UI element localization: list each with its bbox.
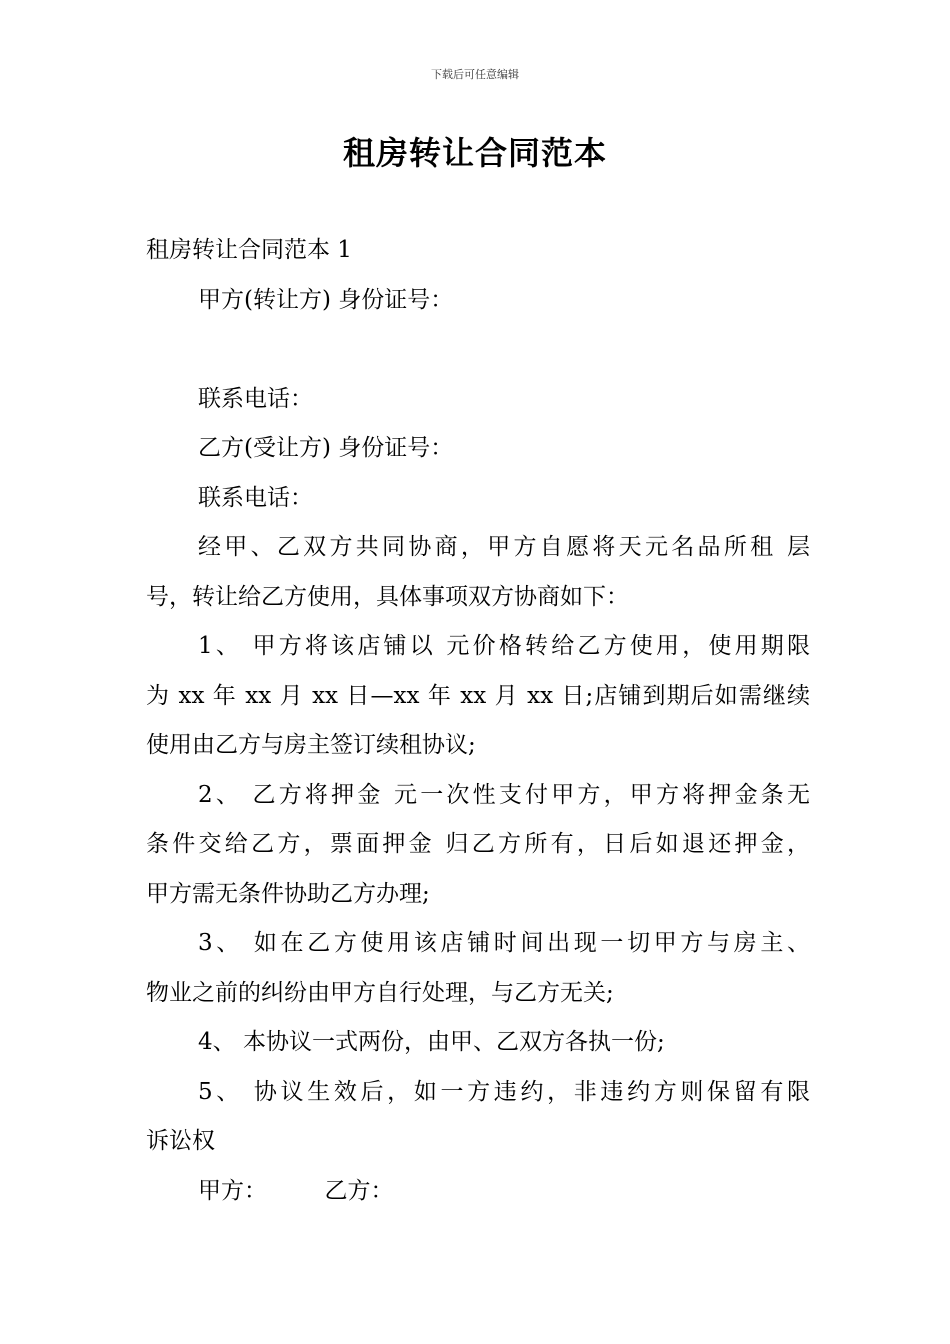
clause-5-line-2: 诉讼权 — [146, 1128, 215, 1154]
clause-1-line-1: 1、 甲方将该店铺以 元价格转给乙方使用，使用期限 — [198, 633, 810, 659]
clause-1-line-2: 为 xx 年 xx 月 xx 日—xx 年 xx 月 xx 日;店铺到期后如需继续 — [146, 682, 810, 709]
document-title: 租房转让合同范本 — [342, 134, 607, 172]
clause-1-line-3: 使用由乙方与房主签订续租协议; — [146, 732, 476, 758]
clause-2-line-1: 2、 乙方将押金 元一次性支付甲方，甲方将押金条无 — [198, 781, 810, 808]
blank-line — [146, 325, 810, 375]
intro-paragraph-line-1: 经甲、乙双方共同协商，甲方自愿将天元名品所租 层 — [198, 534, 810, 560]
clause-3-line-2: 物业之前的纠纷由甲方自行处理，与乙方无关; — [146, 979, 614, 1006]
signature-line: 甲方： 乙方： — [198, 1177, 394, 1204]
party-b-phone-line: 联系电话： — [198, 484, 313, 511]
clause-5-line-1: 5、 协议生效后，如一方违约，非违约方则保留有限 — [198, 1078, 810, 1105]
party-b-id-line: 乙方(受让方) 身份证号： — [198, 435, 454, 461]
intro-paragraph-line-2: 号，转让给乙方使用，具体事项双方协商如下： — [146, 583, 629, 610]
clause-4-line-1: 4、 本协议一式两份，由甲、乙双方各执一份; — [198, 1029, 665, 1055]
document-body — [146, 226, 810, 1216]
header-note: 下载后可任意编辑 — [431, 68, 519, 81]
clause-3-line-1: 3、 如在乙方使用该店铺时间出现一切甲方与房主、 — [198, 930, 810, 956]
party-a-id-line: 甲方(转让方) 身份证号： — [198, 286, 454, 313]
clause-2-line-2: 条件交给乙方，票面押金 归乙方所有，日后如退还押金， — [146, 831, 810, 857]
clause-2-line-3: 甲方需无条件协助乙方办理; — [146, 880, 430, 907]
party-a-phone-line: 联系电话： — [198, 385, 313, 412]
section-heading: 租房转让合同范本 1 — [146, 237, 352, 263]
